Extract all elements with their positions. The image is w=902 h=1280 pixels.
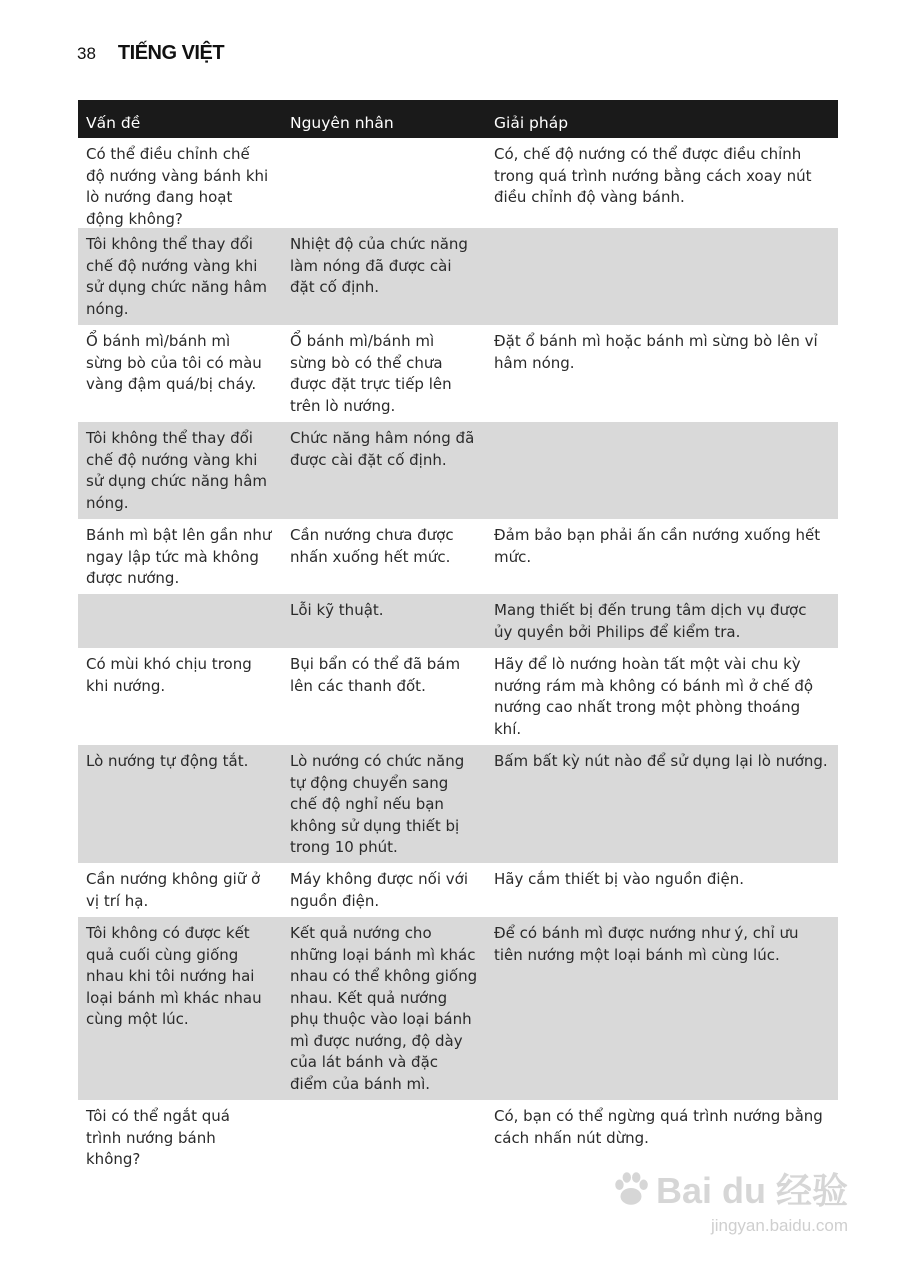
table-row	[78, 594, 838, 648]
cause-cell: Nhiệt độ của chức năng làm nóng đã được cài đặt cố định.	[290, 235, 468, 296]
table-row	[78, 917, 838, 1100]
table-row	[78, 863, 838, 917]
paw-icon	[610, 1168, 652, 1210]
problem-cell	[78, 594, 282, 649]
cause-cell: Lò nướng có chức năng tự động chuyển sang chế độ nghỉ nếu bạn không sử dụng thiết bị trong 10 phút.	[290, 752, 465, 856]
page-number: 38	[77, 44, 96, 63]
problem-cell: Lò nướng tự động tắt.	[86, 752, 249, 770]
table-row	[78, 1100, 838, 1168]
column-header-solution: Giải pháp	[494, 114, 569, 132]
solution-cell: Đặt ổ bánh mì hoặc bánh mì sừng bò lên vỉ hâm nóng.	[494, 332, 818, 372]
column-header-cause: Nguyên nhân	[290, 114, 394, 132]
watermark	[610, 1163, 848, 1236]
solution-cell: Để có bánh mì được nướng như ý, chỉ ưu tiên nướng một loại bánh mì cùng lúc.	[494, 924, 799, 964]
column-header-problem: Vấn đề	[86, 114, 141, 132]
table-row	[78, 422, 838, 519]
cause-cell: Lỗi kỹ thuật.	[290, 601, 384, 619]
table-row	[78, 138, 838, 228]
troubleshooting-table	[78, 100, 838, 1168]
table-row	[78, 519, 838, 594]
table-row	[78, 325, 838, 422]
page-header	[77, 42, 224, 72]
watermark-logo-text: Bai du 经验	[655, 1170, 848, 1211]
watermark-logo	[610, 1163, 848, 1214]
cause-cell: Máy không được nối với nguồn điện.	[290, 870, 469, 910]
table-row	[78, 228, 838, 325]
solution-cell: Có, chế độ nướng có thể được điều chỉnh trong quá trình nướng bằng cách xoay nút điều chỉnh độ vàng bánh.	[494, 145, 812, 206]
problem-cell: Tôi có thể ngắt quá trình nướng bánh không?	[86, 1107, 230, 1168]
problem-cell: Tôi không có được kết quả cuối cùng giống nhau khi tôi nướng hai loại bánh mì khác nhau cùng một lúc.	[86, 924, 262, 1028]
table-row	[78, 745, 838, 863]
cause-cell	[282, 1100, 486, 1177]
table-row	[78, 648, 838, 745]
watermark-url: jingyan.baidu.com	[710, 1216, 848, 1235]
cause-cell	[282, 138, 486, 236]
cause-cell: Bụi bẩn có thể đã bám lên các thanh đốt.	[290, 655, 461, 695]
problem-cell: Có mùi khó chịu trong khi nướng.	[86, 655, 252, 695]
problem-cell: Tôi không thể thay đổi chế độ nướng vàng khi sử dụng chức năng hâm nóng.	[86, 235, 267, 318]
solution-cell	[486, 228, 838, 326]
problem-cell: Có thể điều chỉnh chế độ nướng vàng bánh khi lò nướng đang hoạt động không?	[86, 145, 269, 228]
problem-cell: Tôi không thể thay đổi chế độ nướng vàng khi sử dụng chức năng hâm nóng.	[86, 429, 267, 512]
problem-cell: Bánh mì bật lên gần như ngay lập tức mà không được nướng.	[86, 526, 272, 587]
cause-cell: Cần nướng chưa được nhấn xuống hết mức.	[290, 526, 454, 566]
problem-cell: Ổ bánh mì/bánh mì sừng bò của tôi có màu vàng đậm quá/bị cháy.	[86, 332, 262, 393]
solution-cell: Có, bạn có thể ngừng quá trình nướng bằng cách nhấn nút dừng.	[494, 1107, 823, 1147]
solution-cell: Hãy để lò nướng hoàn tất một vài chu kỳ nướng rám mà không có bánh mì ở chế độ nướng cao nhất trong một phòng thoáng khí.	[494, 655, 814, 738]
problem-cell: Cần nướng không giữ ở vị trí hạ.	[86, 870, 261, 910]
section-title: TIẾNG VIỆT	[117, 42, 225, 64]
solution-cell: Bấm bất kỳ nút nào để sử dụng lại lò nướng.	[494, 752, 828, 770]
cause-cell: Ổ bánh mì/bánh mì sừng bò có thể chưa được đặt trực tiếp lên trên lò nướng.	[290, 332, 452, 415]
cause-cell: Kết quả nướng cho những loại bánh mì khác nhau có thể không giống nhau. Kết quả nướng phụ thuộc vào loại bánh mì được nướng, độ dày của lát bánh và đặc điểm của bánh mì.	[290, 924, 478, 1093]
solution-cell	[486, 422, 838, 520]
table-header-row	[78, 100, 838, 138]
solution-cell: Hãy cắm thiết bị vào nguồn điện.	[494, 870, 745, 888]
solution-cell: Mang thiết bị đến trung tâm dịch vụ được ủy quyền bởi Philips để kiểm tra.	[494, 601, 807, 641]
cause-cell: Chức năng hâm nóng đã được cài đặt cố định.	[290, 429, 475, 469]
solution-cell: Đảm bảo bạn phải ấn cần nướng xuống hết mức.	[494, 526, 821, 566]
